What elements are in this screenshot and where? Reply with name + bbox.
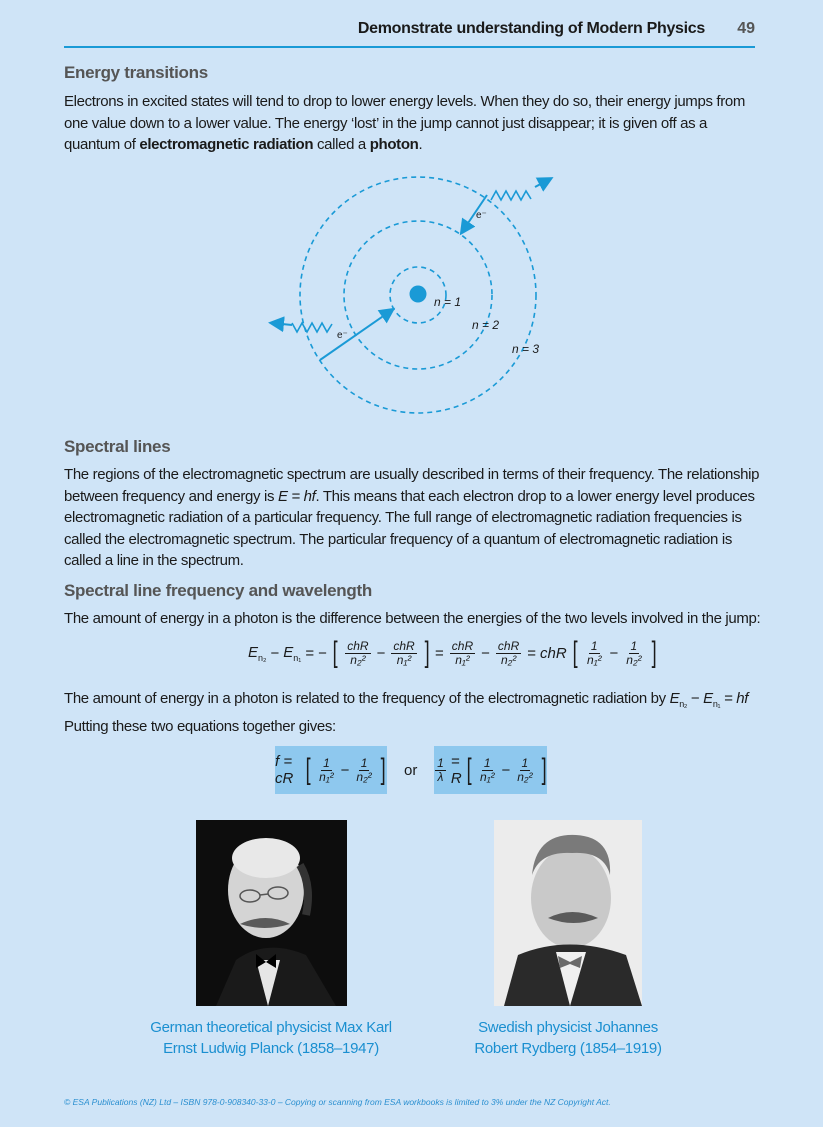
electron-label-top: e⁻ — [476, 210, 487, 221]
caption-rydberg: Swedish physicist Johannes Robert Rydberg (1854–1919) — [474, 1019, 662, 1057]
paragraph-energy-difference: The amount of energy in a photon is the difference between the energies of the two levels involved in the jump: — [64, 610, 761, 627]
label-n3: n = 3 — [512, 342, 540, 356]
photo-johannes-rydberg — [494, 820, 642, 1011]
chapter-title: Demonstrate understanding of Modern Physics — [357, 20, 705, 37]
paragraph-energy-frequency: The amount of energy in a photon is related to the frequency of the electromagnetic radiation by $E_{n_2} - E_{n_1}$ = hf — [64, 690, 749, 709]
label-n2: n = 2 — [472, 318, 500, 332]
page-number: 49 — [737, 20, 755, 37]
heading-energy-transitions: Energy transitions — [64, 63, 208, 82]
photo-max-planck — [196, 820, 347, 1011]
paragraph-spectral-lines: The regions of the electromagnetic spectrum are usually described in terms of their frequency. The relationship between frequency and energy is E = hf. This means that each electron drop to a lower energy level produces electromagnetic radiation of a particular frequency. The full range of electromagnetic radiation frequencies is called the electromagnetic spectrum. The particular frequency of a quantum of electromagnetic radiation is called a line in the spectrum. — [64, 466, 760, 569]
label-n1: n = 1 — [434, 295, 462, 309]
electron-label-left: e⁻ — [337, 330, 348, 341]
paragraph-energy-transitions: Electrons in excited states will tend to drop to lower energy levels. When they do so, their energy jumps from one value down to a lower value. The energy ‘lost’ in the jump cannot just disappear; it is given off as a quantum of electromagnetic radiation called a photon. — [64, 93, 746, 153]
paragraph-putting-together: Putting these two equations together gives: — [64, 718, 336, 735]
heading-spectral-lines: Spectral lines — [64, 437, 171, 456]
nucleus-icon — [410, 286, 427, 303]
copyright-footer: © ESA Publications (NZ) Ltd – ISBN 978-0-908340-33-0 – Copying or scanning from ESA workbooks is limited to 3% under the NZ Copyright Act. — [64, 1097, 611, 1107]
equation-energy-difference: $E_{n_2}$ − $E_{n_1}$ = − [ $\frac{\text{chR}}{\text{n₂²}}$ − $\frac{\text{chR}}{\text{n₁²}}$ ] = $\frac{\text{chR}}{\text{n₁²}}$ − $\frac{\text{chR}}{\text{n₂²}}$ = chR [ $\frac{1}{\text{n₁²}}$ − $\frac{1}{\text{n₂²}}$ ] — [248, 636, 657, 669]
equation-box-frequency: f = cR [ $\frac{1}{\text{n₁²}}$ − $\frac{1}{\text{n₂²}}$ ] — [275, 746, 387, 794]
page-header — [64, 18, 755, 48]
bohr-atom-diagram — [260, 170, 570, 425]
or-label: or — [404, 762, 418, 779]
caption-planck: German theoretical physicist Max Karl Ernst Ludwig Planck (1858–1947) — [150, 1019, 392, 1057]
equation-box-wavelength: $\frac{1}{\lambda}$ = R [ $\frac{1}{\text{n₁²}}$ − $\frac{1}{\text{n₂²}}$ ] — [434, 746, 547, 794]
heading-spectral-line-frequency: Spectral line frequency and wavelength — [64, 581, 372, 600]
